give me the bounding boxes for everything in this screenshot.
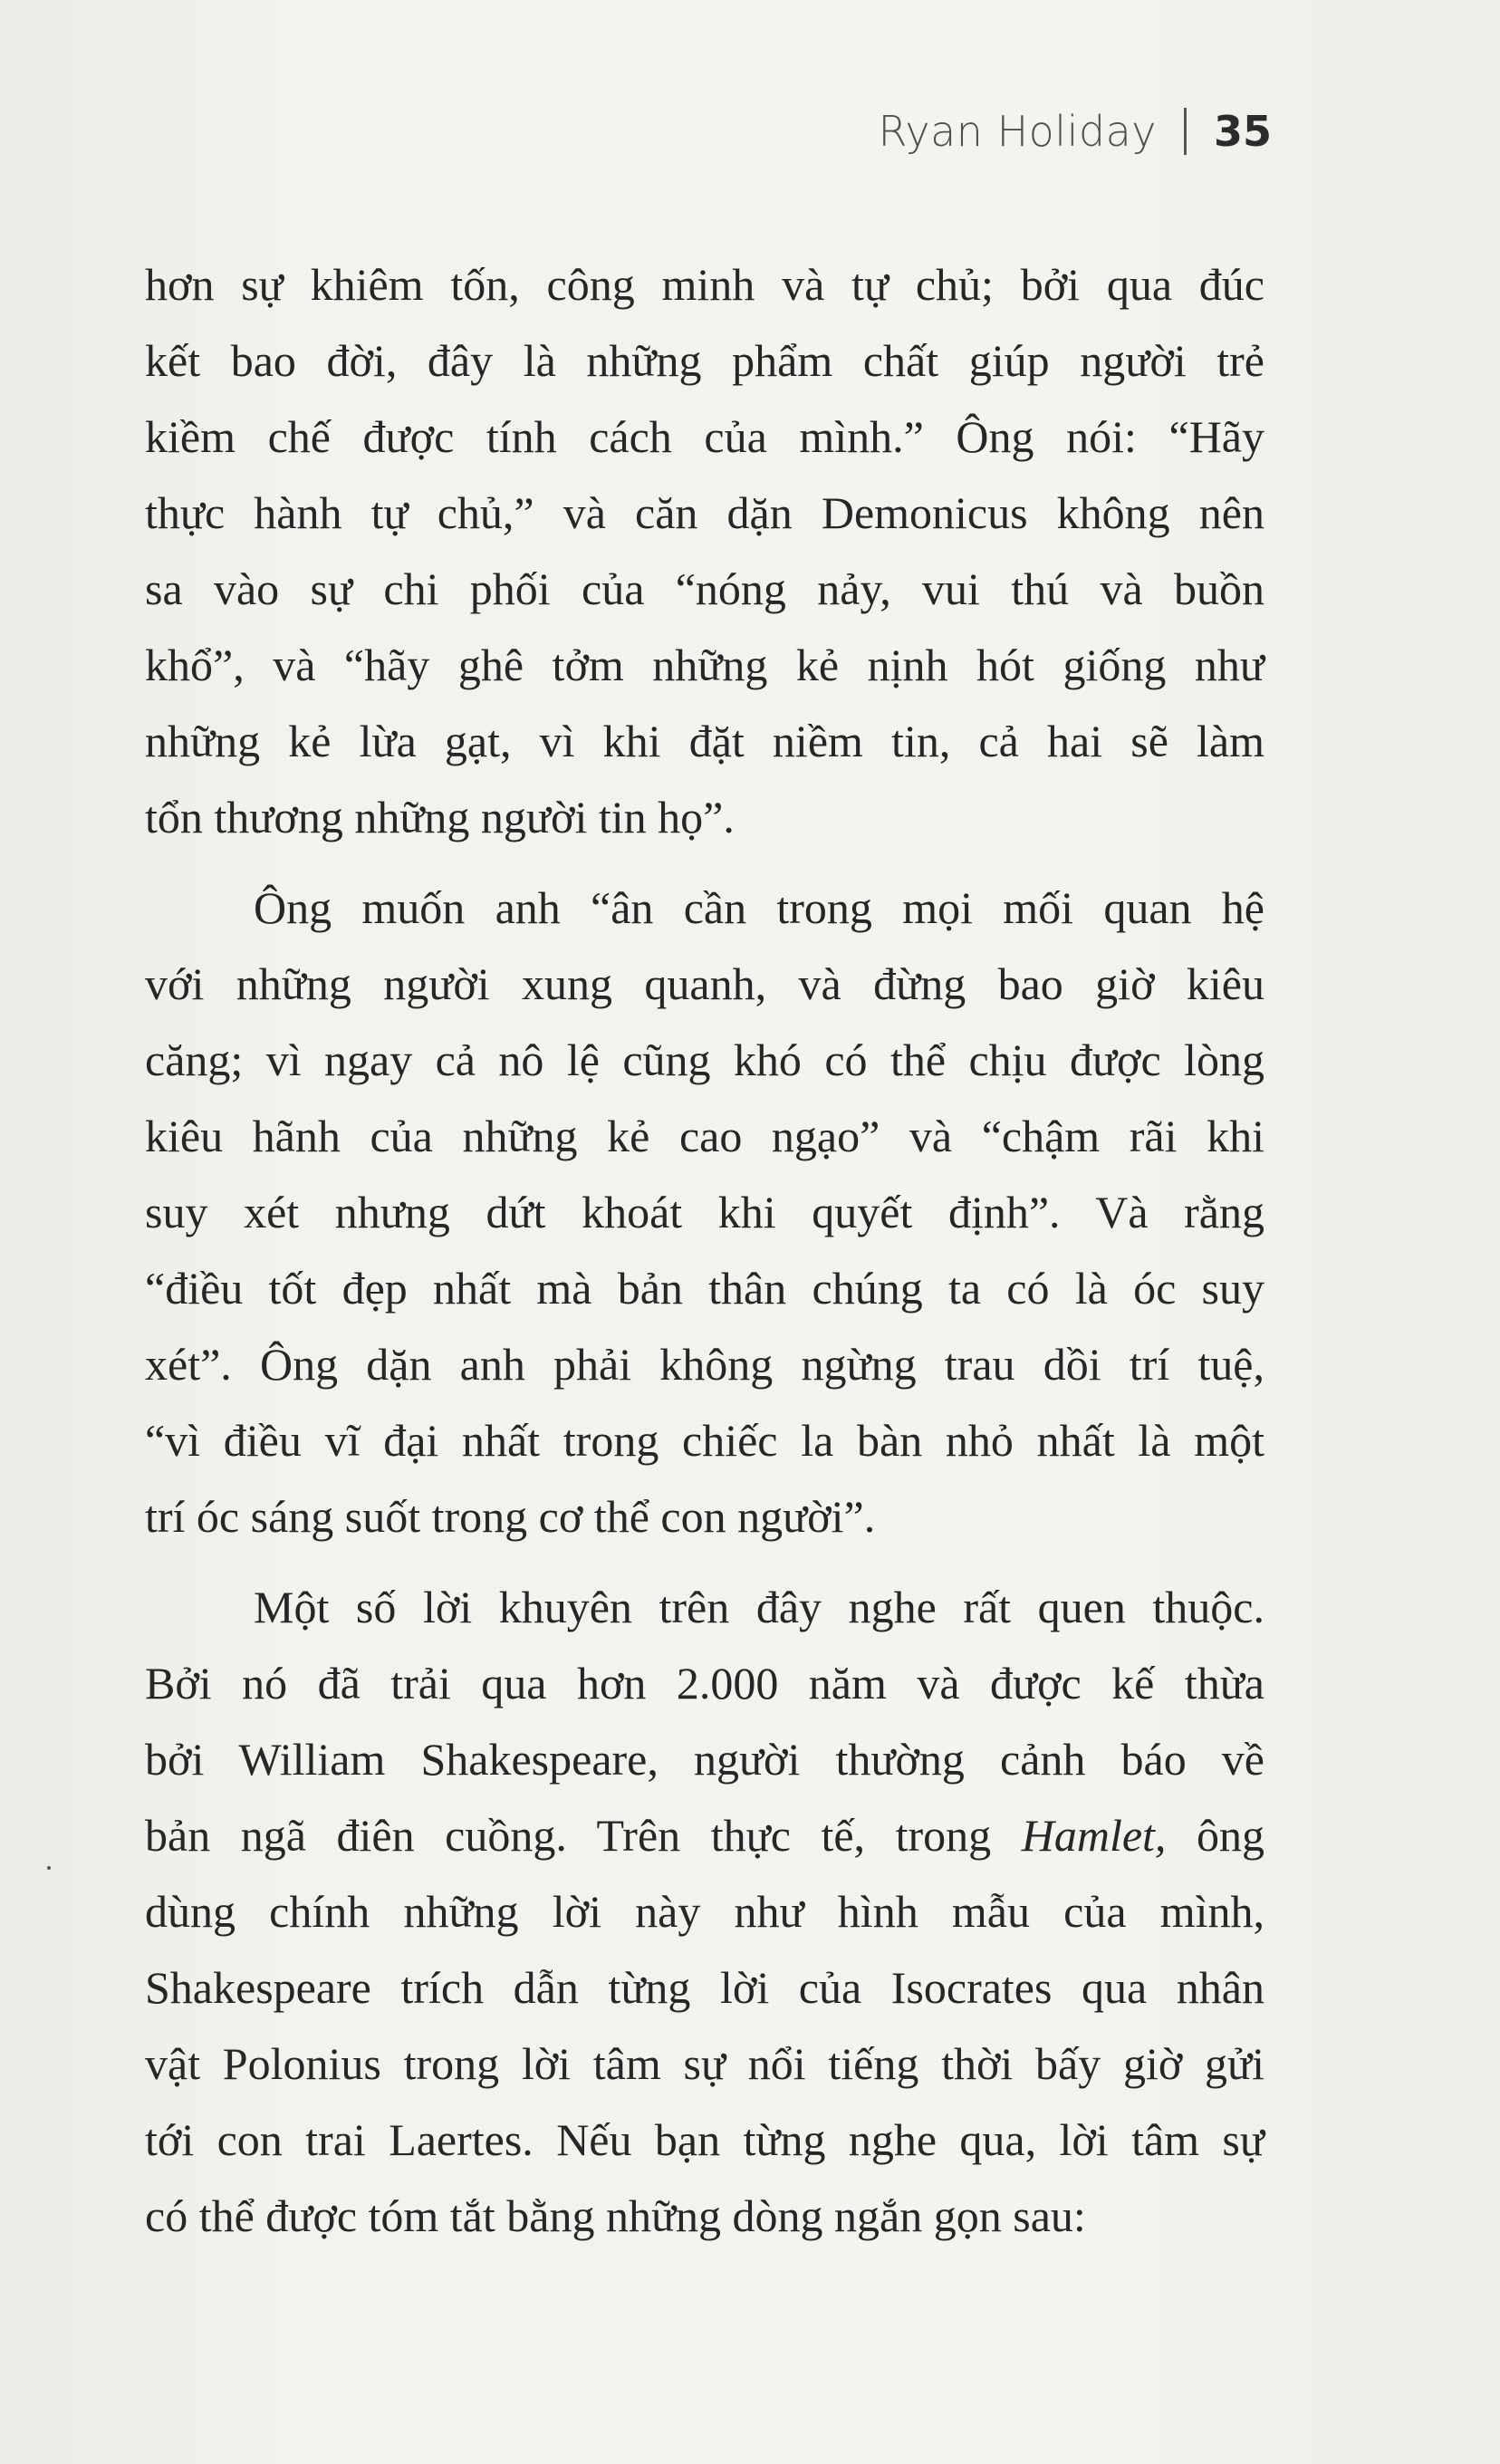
text-line: kết bao đời, đây là những phẩm chất giúp người trẻ [145,335,1264,386]
text-line: với những người xung quanh, và đừng bao giờ kiêu [145,958,1264,1009]
text-line: căng; vì ngay cả nô lệ cũng khó có thể chịu được lòng [145,1035,1264,1085]
text-line: thực hành tự chủ,” và căn dặn Demonicus không nên [145,487,1264,538]
text-line: xét”. Ông dặn anh phải không ngừng trau dồi trí tuệ, [145,1339,1264,1390]
italic-title: Hamlet, [1021,1810,1167,1861]
text-line: kiêu hãnh của những kẻ cao ngạo” và “chậm rãi khi [145,1111,1264,1161]
text-line: những kẻ lừa gạt, vì khi đặt niềm tin, cả hai sẽ làm [145,716,1264,766]
header-divider [1184,108,1187,155]
text-line: “vì điều vĩ đại nhất trong chiếc la bàn nhỏ nhất là một [145,1415,1264,1466]
text-line: tổn thương những người tin họ”. [145,792,735,842]
text-line: “điều tốt đẹp nhất mà bản thân chúng ta có là óc suy [145,1263,1264,1314]
text-line: có thể được tóm tắt bằng những dòng ngắn gọn sau: [145,2190,1086,2241]
body-text [145,246,1264,2268]
paragraph [145,246,1264,855]
text-line: Shakespeare trích dẫn từng lời của Isocrates qua nhân [145,1962,1264,2013]
paper-speck [47,1866,51,1870]
text-line: Ông muốn anh “ân cần trong mọi mối quan hệ [254,882,1264,933]
text-segment: ông [1166,1810,1265,1861]
running-header-author: Ryan Holiday [878,107,1157,156]
text-segment: bản ngã điên cuồng. Trên thực tế, trong [145,1810,1022,1861]
page-number: 35 [1213,107,1272,156]
text-line: vật Polonius trong lời tâm sự nổi tiếng thời bấy giờ gửi [145,2038,1264,2089]
text-line: tới con trai Laertes. Nếu bạn từng nghe qua, lời tâm sự [145,2114,1264,2165]
text-line: khổ”, và “hãy ghê tởm những kẻ nịnh hót giống như [145,640,1264,690]
text-line: hơn sự khiêm tốn, công minh và tự chủ; bởi qua đúc [145,259,1264,310]
text-line: trí óc sáng suốt trong cơ thể con người”. [145,1491,876,1542]
text-line: Bởi nó đã trải qua hơn 2.000 năm và được kế thừa [145,1658,1264,1708]
text-line: Một số lời khuyên trên đây nghe rất quen thuộc. [254,1582,1264,1632]
running-header [878,107,1272,156]
paragraph [145,1569,1264,2254]
text-line: bởi William Shakespeare, người thường cảnh báo về [145,1734,1264,1785]
text-line: kiềm chế được tính cách của mình.” Ông nói: “Hãy [145,411,1264,462]
text-line: dùng chính những lời này như hình mẫu của mình, [145,1886,1264,1937]
text-line: sa vào sự chi phối của “nóng nảy, vui thú và buồn [145,563,1264,614]
text-line: suy xét nhưng dứt khoát khi quyết định”. Và rằng [145,1187,1264,1237]
text-line [145,1797,1264,1873]
paragraph [145,870,1264,1554]
